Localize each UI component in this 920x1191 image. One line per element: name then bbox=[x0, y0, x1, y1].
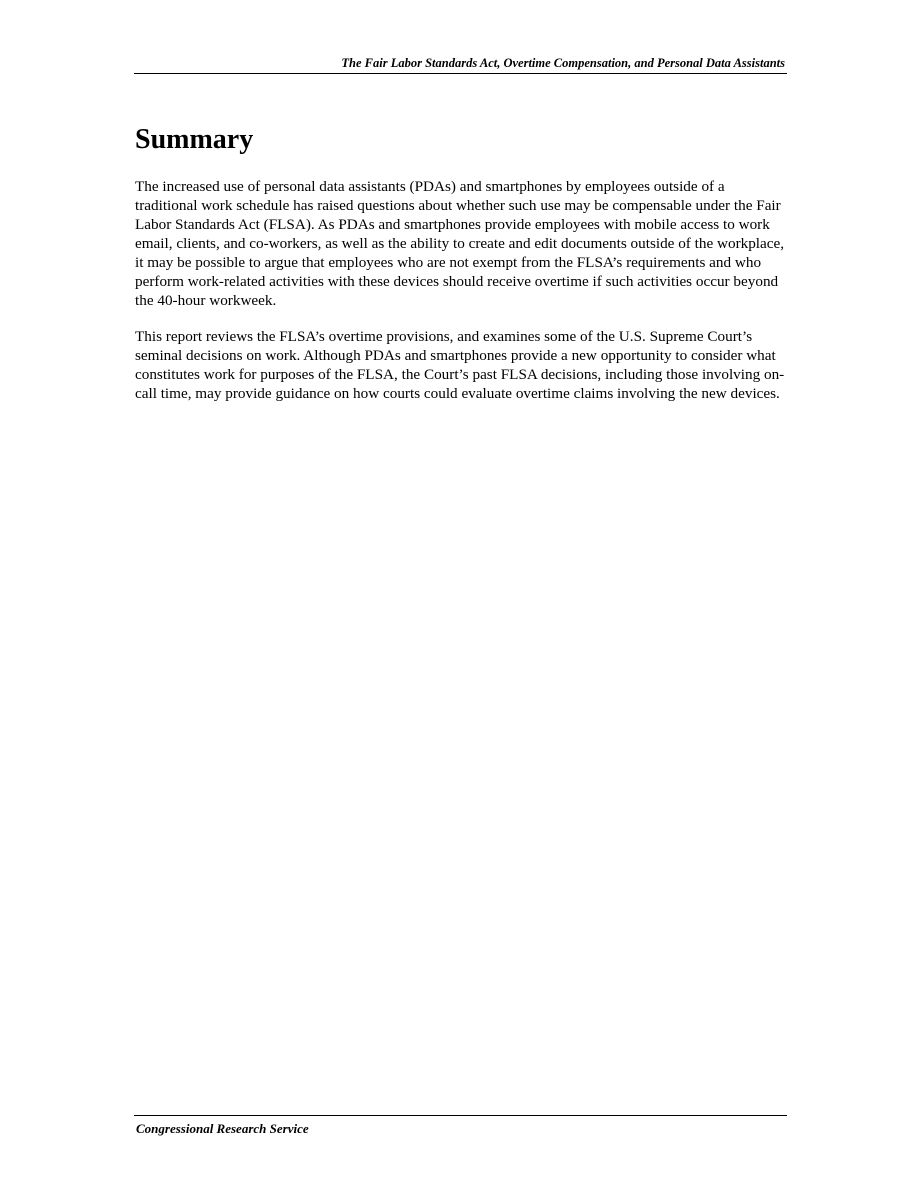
page-footer bbox=[134, 1115, 787, 1136]
summary-paragraph-1: The increased use of personal data assistants (PDAs) and smartphones by employees outside of a traditional work schedule has raised questions about whether such use may be compensable under the Fair Labor Standards Act (FLSA). As PDAs and smartphones provide employees with mobile access to work email, clients, and co-workers, as well as the ability to create and edit documents outside of the workplace, it may be possible to argue that employees who are not exempt from the FLSA’s requirements and who perform work-related activities with these devices should receive overtime if such activities occur beyond the 40-hour workweek. bbox=[135, 178, 785, 309]
footer-organization: Congressional Research Service bbox=[136, 1121, 309, 1136]
running-title: The Fair Labor Standards Act, Overtime Compensation, and Personal Data Assistants bbox=[341, 56, 785, 70]
section-heading: Summary bbox=[135, 124, 254, 155]
summary-paragraph-2: This report reviews the FLSA’s overtime provisions, and examines some of the U.S. Supreme Court’s seminal decisions on work. Although PDAs and smartphones provide a new opportunity to consider what constitutes work for purposes of the FLSA, the Court’s past FLSA decisions, including those involving on-call time, may provide guidance on how courts could evaluate overtime claims involving the new devices. bbox=[135, 328, 785, 402]
page-header bbox=[134, 56, 787, 74]
